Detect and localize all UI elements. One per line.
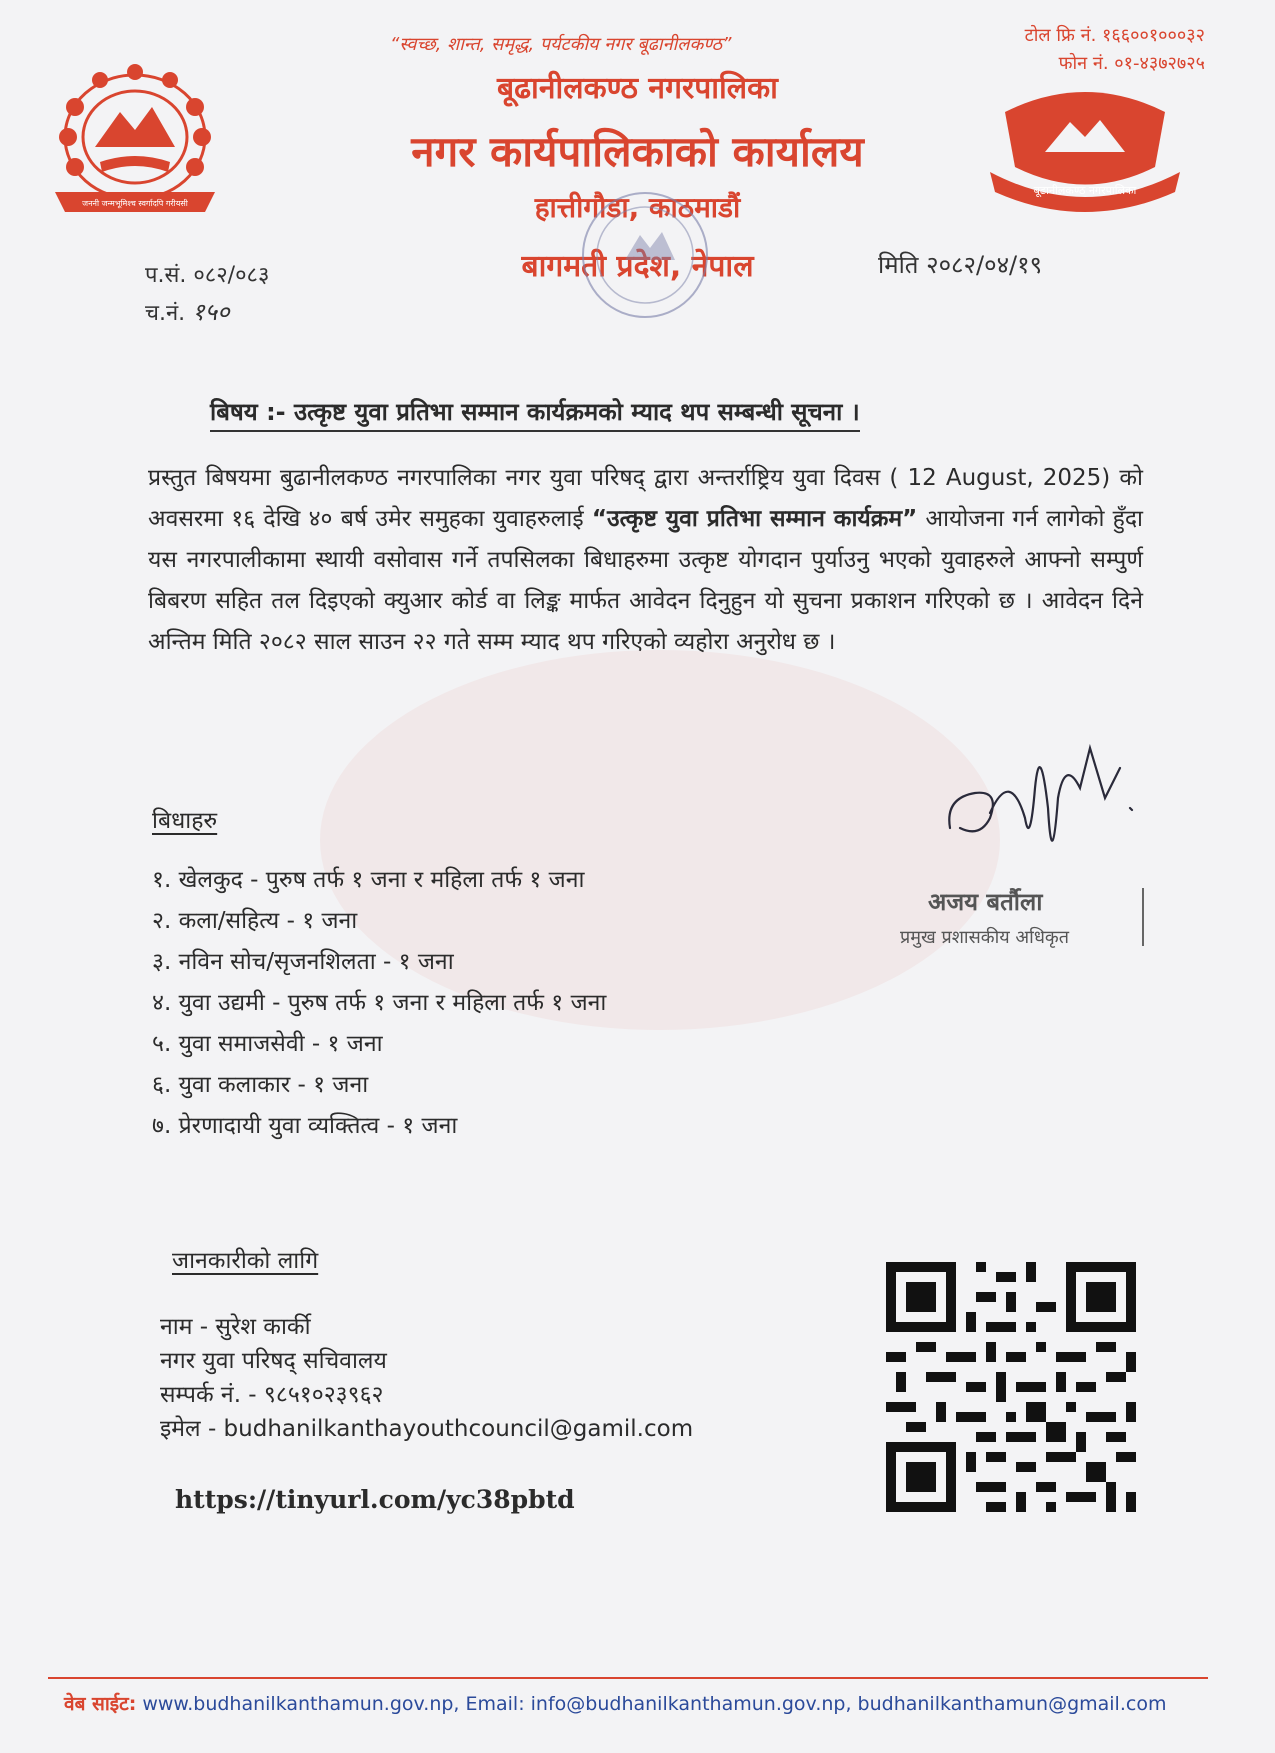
body-part1: प्रस्तुत बिषयमा बुढानीलकण्ठ नगरपालिका नगर युवा परिषद् द्वारा अन्तर्राष्ट्रिय युवा दिवस ( 12 August, 2025) को अवसरमा १६ देखि ४० बर्ष उमेर समुहका युवाहरुलाई xyxy=(148,465,1143,532)
program-name: “उत्कृष्ट युवा प्रतिभा सम्मान कार्यक्रम” xyxy=(591,506,918,532)
contact-name: नाम - सुरेश कार्की xyxy=(160,1314,311,1340)
category-item: ६. युवा कलाकार - १ जना xyxy=(152,1072,369,1098)
contact-info xyxy=(160,1310,693,1446)
categories-title: बिधाहरु xyxy=(152,808,218,834)
contact-office: नगर युवा परिषद् सचिवालय xyxy=(160,1348,387,1374)
category-item: १. खेलकुद - पुरुष तर्फ १ जना र महिला तर्फ १ जना xyxy=(152,867,585,893)
footer-divider xyxy=(48,1677,1208,1679)
contact-phone: सम्पर्क नं. - ९८५१०२३९६२ xyxy=(160,1382,384,1408)
reference-cn xyxy=(145,294,269,332)
contact-title: जानकारीको लागि xyxy=(172,1248,319,1274)
category-item: ५. युवा समाजसेवी - १ जना xyxy=(152,1031,383,1057)
tollfree-number: टोल फ्रि नं. १६६००१०००३२ xyxy=(1024,25,1205,46)
municipality-name: बूढानीलकण्ठ नगरपालिका xyxy=(497,71,778,106)
category-item: ४. युवा उद्यमी - पुरुष तर्फ १ जना र महिला तर्फ १ जना xyxy=(152,990,607,1016)
body-paragraph xyxy=(148,458,1143,663)
svg-text:जननी जन्मभूमिश्च स्वर्गादपि गर: जननी जन्मभूमिश्च स्वर्गादपि गरीयसी xyxy=(82,199,188,208)
reference-numbers xyxy=(145,258,269,332)
categories-list xyxy=(152,860,606,1147)
category-item: २. कला/सहित्य - १ जना xyxy=(152,908,358,934)
category-item: ७. प्रेरणादायी युवा व्यक्तित्व - १ जना xyxy=(152,1113,458,1139)
signature-divider xyxy=(1142,888,1144,946)
svg-text:बूढानीलकण्ठ नगरपालिका: बूढानीलकण्ठ नगरपालिका xyxy=(1033,184,1137,197)
application-link[interactable]: https://tinyurl.com/yc38pbtd xyxy=(175,1485,575,1514)
reference-cn-value: १५० xyxy=(192,298,230,326)
signatory-name: अजय बर्तौला xyxy=(928,888,1043,916)
qr-code-icon[interactable] xyxy=(880,1262,1142,1512)
province-name: बागमती प्रदेश, नेपाल xyxy=(521,249,754,284)
contact-email[interactable]: इमेल - budhanilkanthayouthcouncil@gamil.com xyxy=(160,1416,694,1442)
office-address: हात्तीगौडा, काठमाडौं xyxy=(534,191,741,224)
category-item: ३. नविन सोच/सृजनशिलता - १ जना xyxy=(152,949,454,975)
phone-number: फोन नं. ०१-४३७२७२५ xyxy=(1058,53,1205,74)
subject-line: बिषय :- उत्कृष्ट युवा प्रतिभा सम्मान कार्यक्रमको म्याद थप सम्बन्धी सूचना । xyxy=(210,395,860,432)
footer-links[interactable]: www.budhanilkanthamun.gov.np, Email: info@budhanilkanthamun.gov.np, budhanilkanthamun@gmail.com xyxy=(142,1693,1167,1715)
office-name: नगर कार्यपालिकाको कार्यालय xyxy=(411,127,864,176)
footer-label: वेब साईट: xyxy=(64,1693,137,1715)
office-stamp-icon xyxy=(570,180,720,330)
signatory-title: प्रमुख प्रशासकीय अधिकृत xyxy=(900,927,1069,948)
signature-icon xyxy=(940,728,1140,888)
notice-date: मिति २०८२/०४/१९ xyxy=(878,251,1043,279)
footer xyxy=(64,1690,1166,1716)
reference-cn-label: च.नं. xyxy=(145,301,186,326)
reference-ps: प.सं. ०८२/०८३ xyxy=(145,263,270,288)
slogan: “स्वच्छ, शान्त, समृद्ध, पर्यटकीय नगर बूढानीलकण्ठ” xyxy=(390,34,732,55)
body-part2: आयोजना गर्न लागेको हुँदा यस नगरपालीकामा स्थायी वसोवास गर्ने तपसिलका बिधाहरुमा उत्कृष्ट योगदान पुर्याउनु भएको युवाहरुले आफ्नो सम्पुर्ण बिबरण सहित तल दिइएको क्युआर कोर्ड वा लिङ्क मार्फत आवेदन दिनुहुन यो सुचना प्रकाशन गरिएको छ । आवेदन दिने अन्तिम मिति २०८२ साल साउन २२ गते सम्म म्याद थप गरिएको व्यहोरा अनुरोध छ । xyxy=(148,506,1144,655)
